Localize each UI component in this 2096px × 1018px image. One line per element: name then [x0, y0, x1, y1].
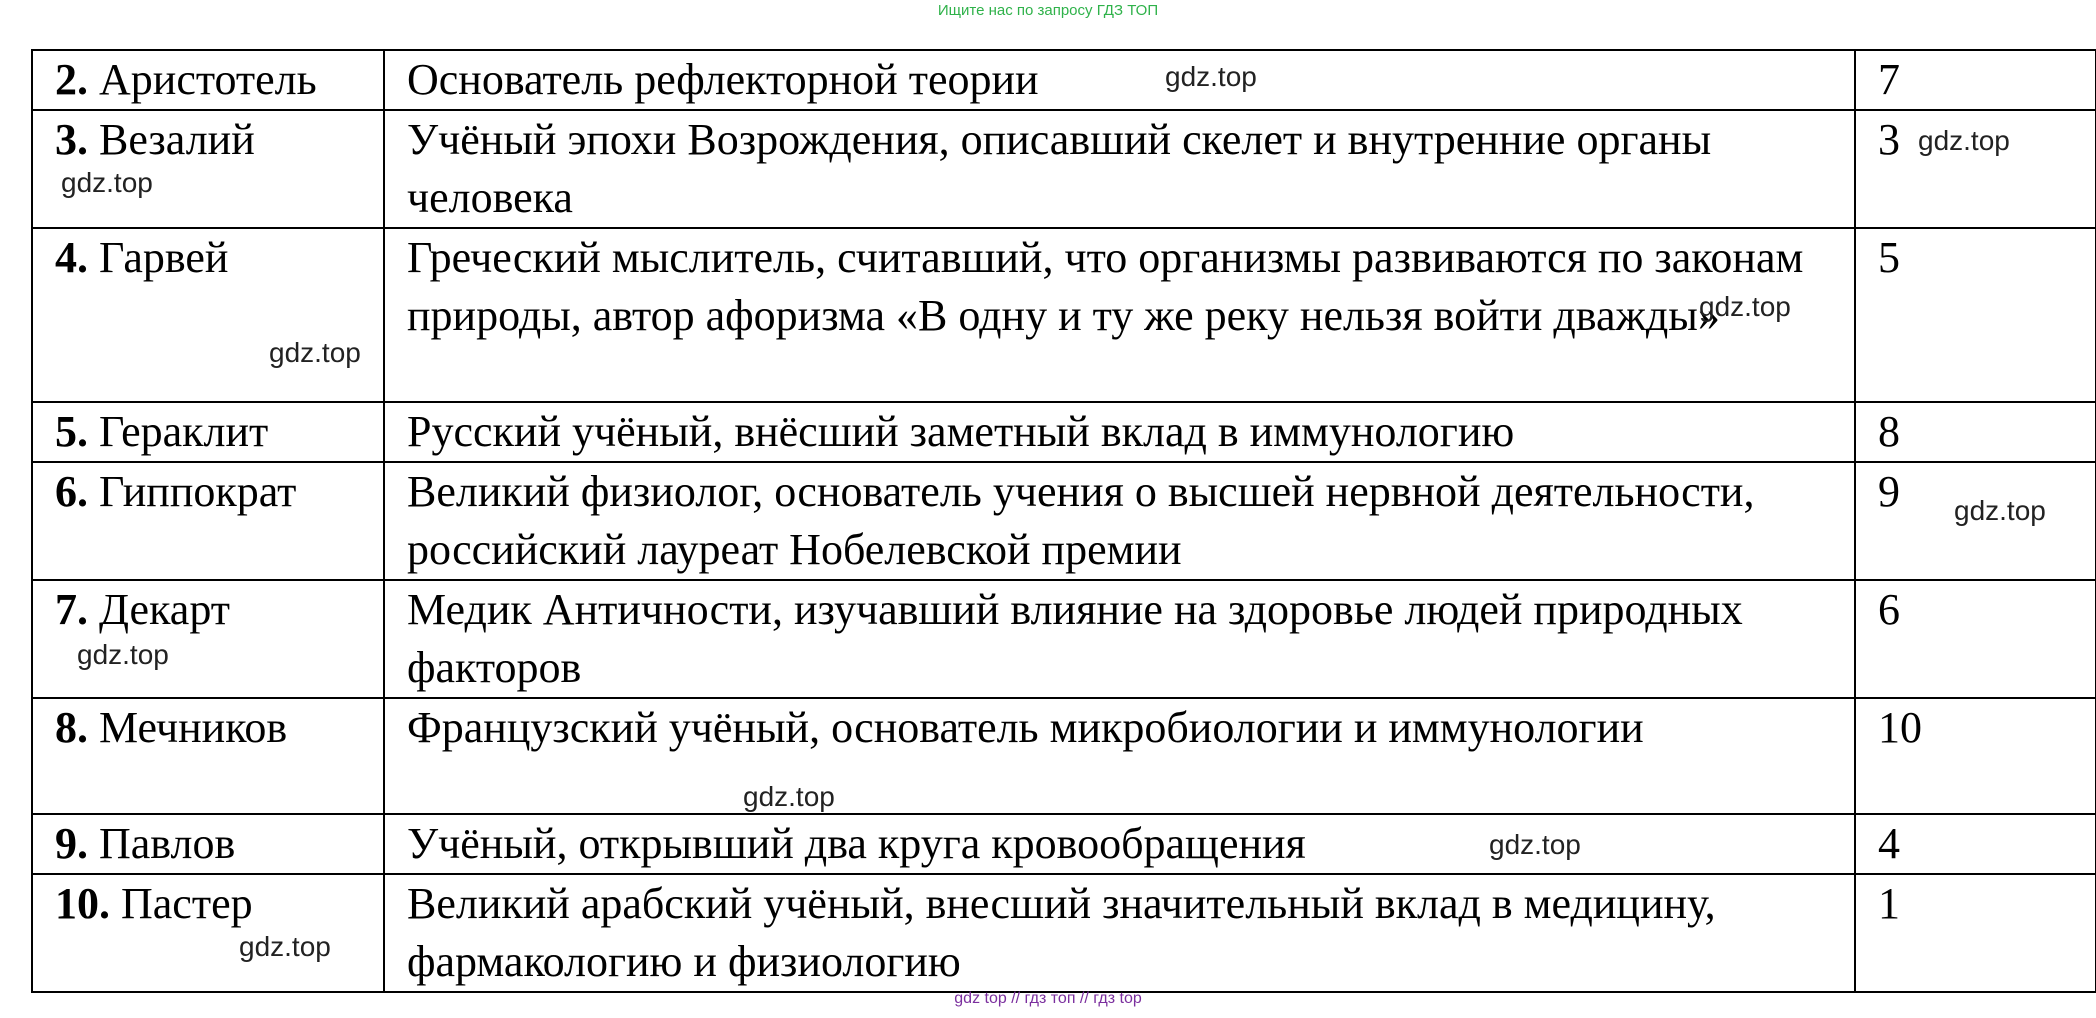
answer-cell [1855, 402, 2096, 462]
scientist-cell [32, 228, 384, 402]
table-row [32, 814, 2096, 874]
description-text: Великий физиолог, основатель учения о высшей нервной деятельности, российский лауреат Нобелевской премии [407, 467, 1755, 574]
row-number: 7. [55, 585, 88, 634]
answer-value: 10 [1878, 703, 1922, 752]
matching-table [31, 49, 2096, 993]
row-number: 3. [55, 115, 88, 164]
row-number: 4. [55, 233, 88, 282]
description-text: Учёный, открывший два круга кровообращения [407, 819, 1306, 868]
scientist-name: Гиппократ [99, 467, 297, 516]
answer-cell [1855, 228, 2096, 402]
answer-cell [1855, 50, 2096, 110]
top-banner: Ищите нас по запросу ГДЗ ТОП [937, 2, 1159, 19]
table-row [32, 874, 2096, 992]
description-cell [384, 580, 1855, 698]
scientist-name: Декарт [99, 585, 230, 634]
table-row [32, 698, 2096, 814]
description-cell [384, 110, 1855, 228]
scientist-name: Павлов [99, 819, 236, 868]
scientist-cell [32, 462, 384, 580]
scientist-cell [32, 580, 384, 698]
answer-cell [1855, 462, 2096, 580]
answer-cell [1855, 874, 2096, 992]
scientist-cell [32, 698, 384, 814]
answer-value: 4 [1878, 819, 1900, 868]
description-text: Медик Античности, изучавший влияние на здоровье людей природных факторов [407, 585, 1743, 692]
watermark-label: gdz.top [1954, 495, 2046, 526]
description-cell [384, 228, 1855, 402]
watermark-label: gdz.top [61, 167, 153, 198]
scientist-cell [32, 50, 384, 110]
answer-value: 1 [1878, 879, 1900, 928]
answer-value: 5 [1878, 233, 1900, 282]
watermark-label: gdz.top [239, 931, 331, 962]
watermark-label: gdz.top [1489, 829, 1581, 860]
scientist-cell [32, 110, 384, 228]
table-row [32, 50, 2096, 110]
row-number: 5. [55, 407, 88, 456]
description-cell [384, 814, 1855, 874]
answer-cell [1855, 698, 2096, 814]
answer-value: 7 [1878, 55, 1900, 104]
description-text: Французский учёный, основатель микробиологии и иммунологии [407, 703, 1644, 752]
row-number: 10. [55, 879, 110, 928]
row-number: 9. [55, 819, 88, 868]
description-text: Великий арабский учёный, внесший значительный вклад в медицину, фармакологию и физиологию [407, 879, 1716, 986]
watermark-label: gdz.top [77, 639, 169, 670]
scientist-cell [32, 402, 384, 462]
watermark-label: gdz.top [743, 781, 835, 812]
table-row [32, 402, 2096, 462]
table-row [32, 110, 2096, 228]
table-row [32, 228, 2096, 402]
scientist-name: Пастер [121, 879, 253, 928]
answer-cell [1855, 110, 2096, 228]
watermark-label: gdz.top [1918, 125, 2010, 156]
table-row [32, 462, 2096, 580]
description-cell [384, 874, 1855, 992]
scientist-cell [32, 874, 384, 992]
description-text: Русский учёный, внёсший заметный вклад в иммунологию [407, 407, 1515, 456]
description-text: Основатель рефлекторной теории [407, 55, 1039, 104]
scientist-name: Аристотель [99, 55, 317, 104]
scientist-cell [32, 814, 384, 874]
watermark-label: gdz.top [1699, 291, 1791, 322]
description-cell [384, 698, 1855, 814]
row-number: 6. [55, 467, 88, 516]
row-number: 2. [55, 55, 88, 104]
description-text: Греческий мыслитель, считавший, что организмы развиваются по законам природы, автор афоризма «В одну и ту же реку нельзя войти дважды» [407, 233, 1804, 340]
scientist-name: Везалий [99, 115, 255, 164]
answer-value: 3 [1878, 115, 1900, 164]
scientist-name: Гераклит [99, 407, 269, 456]
answer-value: 8 [1878, 407, 1900, 456]
description-text: Учёный эпохи Возрождения, описавший скелет и внутренние органы человека [407, 115, 1712, 222]
scientist-name: Мечников [99, 703, 288, 752]
table-row [32, 580, 2096, 698]
description-cell [384, 50, 1855, 110]
answer-value: 6 [1878, 585, 1900, 634]
answer-value: 9 [1878, 467, 1900, 516]
footer-links: gdz top // гдз топ // гдз top [954, 990, 1142, 1007]
answer-cell [1855, 814, 2096, 874]
watermark-label: gdz.top [1165, 61, 1257, 92]
description-cell [384, 402, 1855, 462]
scientist-name: Гарвей [99, 233, 229, 282]
answer-cell [1855, 580, 2096, 698]
row-number: 8. [55, 703, 88, 752]
watermark-label: gdz.top [269, 337, 361, 368]
description-cell [384, 462, 1855, 580]
